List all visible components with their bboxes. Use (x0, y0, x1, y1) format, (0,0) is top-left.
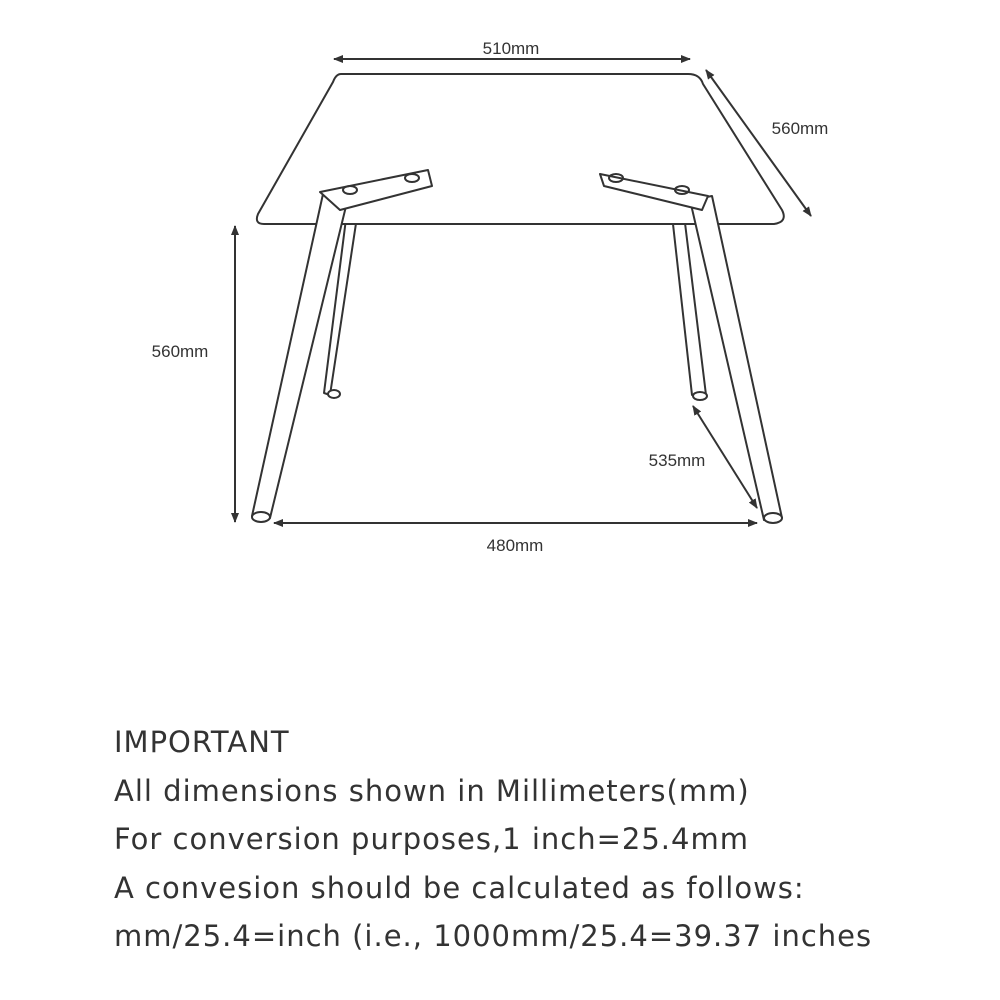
leg-span-label: 535mm (648, 451, 706, 470)
notes-line-conversion: For conversion purposes,1 inch=25.4mm (114, 822, 749, 856)
notes-line-units: All dimensions shown in Millimeters(mm) (114, 773, 750, 808)
notes-line-formula: mm/25.4=inch (i.e., 1000mm/25.4=39.37 inches (114, 919, 873, 953)
top-width-label: 510mm (482, 39, 540, 58)
notes-line-calculation: A convesion should be calculated as follows: (114, 870, 805, 905)
bottom-width-label: 480mm (486, 536, 544, 555)
depth-label: 560mm (771, 119, 829, 138)
dimension-notes (114, 718, 974, 961)
notes-heading: IMPORTANT (114, 725, 290, 759)
height-label: 560mm (151, 342, 209, 361)
